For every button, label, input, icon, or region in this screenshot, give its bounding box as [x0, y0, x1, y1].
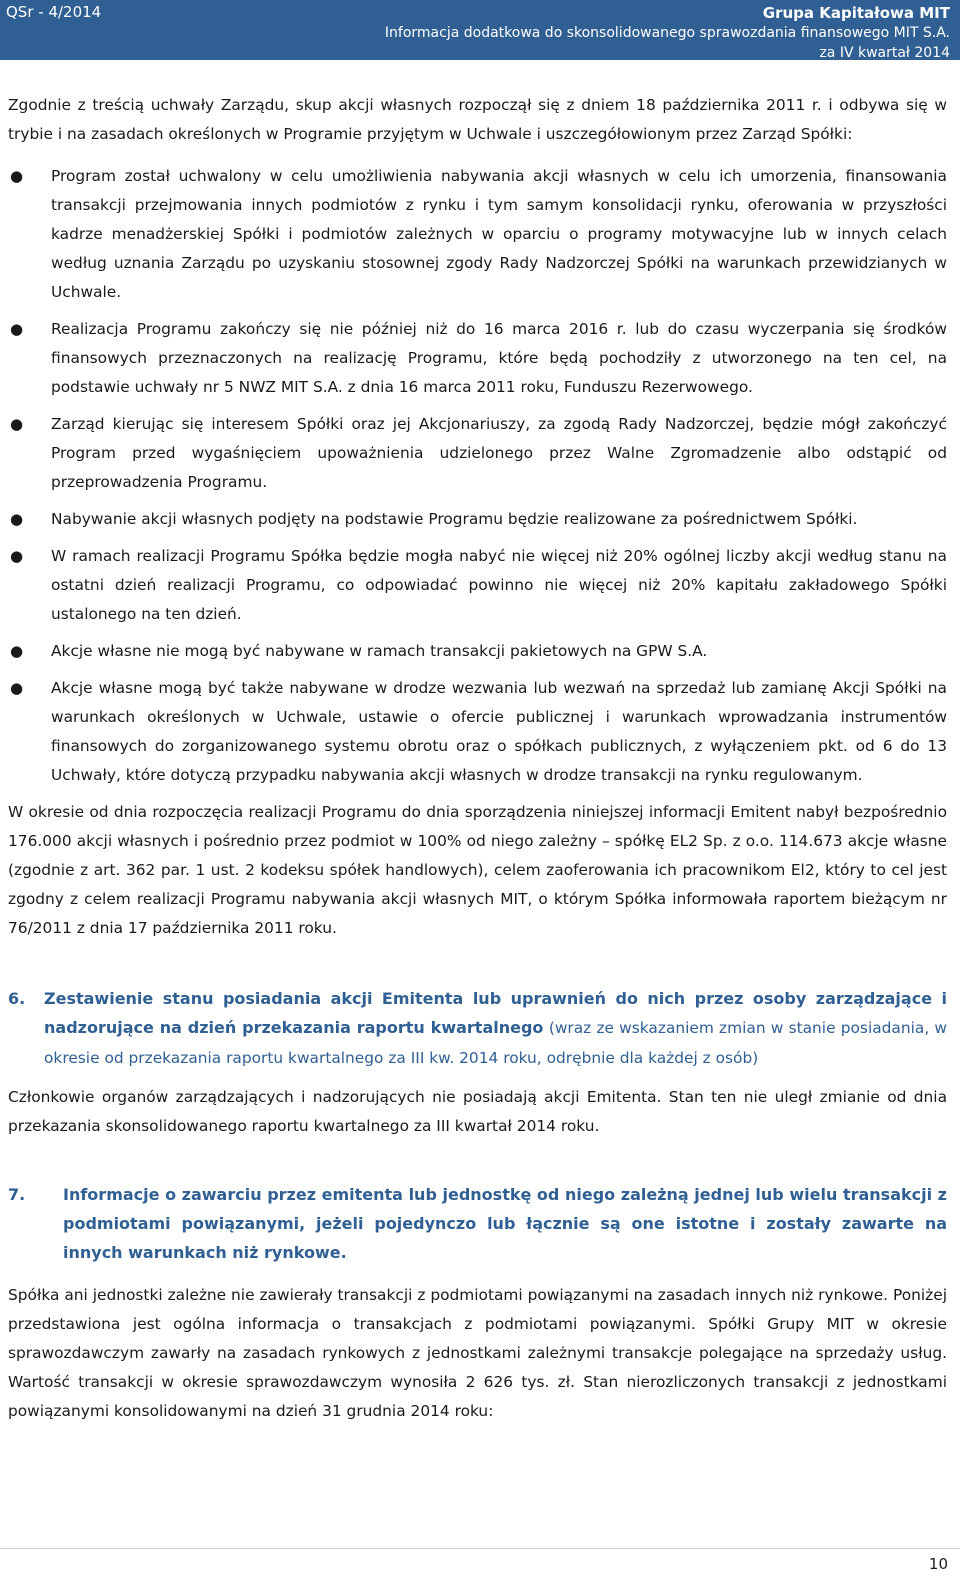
section-title: Informacje o zawarciu przez emitenta lub jednostkę od niego zależną jednej lub wielu transakcji z podmiotami powiązanymi, jeżeli pojedynczo lub łącznie są one istotne i zostały zawarte na innych warunkach niż rynkowe. — [63, 1185, 947, 1262]
page-header — [0, 0, 960, 60]
bullet-icon: ● — [10, 415, 24, 433]
list-item: ● Realizacja Programu zakończy się nie później niż do 16 marca 2016 r. lub do czasu wyczerpania się środków finansowych przeznaczonych na realizację Programu, które będą pochodziły z utworzonego na ten cel, na podstawie uchwały nr 5 NWZ MIT S.A. z dnia 16 marca 2011 roku, Funduszu Rezerwowego. — [8, 315, 947, 402]
page-number: 10 — [928, 1555, 948, 1573]
period-paragraph: W okresie od dnia rozpoczęcia realizacji Programu do dnia sporządzenia niniejszej informacji Emitent nabył bezpośrednio 176.000 akcji własnych i pośrednio przez podmiot w 100% od niego zależny – spółkę EL2 Sp. z o.o. 114.673 akcje własne (zgodnie z art. 362 par. 1 ust. 2 kodeksu spółek handlowych), celem zaoferowania ich pracownikom El2, który to cel jest zgodny z celem realizacji Programu nabywania akcji własnych MIT, o którym Spółka informowała raportem bieżącym nr 76/2011 z dnia 17 października 2011 roku. — [8, 803, 947, 937]
section-number: 7. — [8, 1185, 26, 1204]
list-item: ● Program został uchwalony w celu umożliwienia nabywania akcji własnych w celu ich umorzenia, finansowania transakcji przejmowania innych podmiotów z rynku i tym samym konsolidacji rynku, oferowania w przyszłości kadrze menadżerskiej Spółki i podmiotów zależnych w oparciu o programy motywacyjne lub w innych celach według uznania Zarządu po uzyskaniu stosownej zgody Rady Nadzorczej Spółki na warunkach przewidzianych w Uchwale. — [8, 162, 947, 307]
bullet-icon: ● — [10, 320, 24, 338]
section-7-body: Spółka ani jednostki zależne nie zawierały transakcji z podmiotami powiązanymi na zasadach innych niż rynkowe. Poniżej przedstawiona jest ogólna informacja o transakcjach z podmiotami powiązanymi. Spółki Grupy MIT w okresie sprawozdawczym zawarły na zasadach rynkowych z jednostkami zależnymi transakcje polegające na sprzedaży usług. Wartość transakcji w okresie sprawozdawczym wynosiła 2 626 tys. zł. Stan nierozliczonych transakcji z jednostkami powiązanymi konsolidowanymi na dzień 31 grudnia 2014 roku: — [8, 1286, 947, 1420]
list-item: ● Zarząd kierując się interesem Spółki oraz jej Akcjonariuszy, za zgodą Rady Nadzorczej, będzie mógł zakończyć Program przed wygaśnięciem upoważnienia udzielonego przez Walne Zgromadzenie albo odstąpić od przeprowadzenia Programu. — [8, 410, 947, 497]
list-item: ● W ramach realizacji Programu Spółka będzie mogła nabyć nie więcej niż 20% ogólnej liczby akcji według stanu na ostatni dzień realizacji Programu, co odpowiadać powinno nie więcej niż 20% kapitału zakładowego Spółki ustalonego na ten dzień. — [8, 542, 947, 629]
bullet-icon: ● — [10, 510, 24, 528]
report-period: za IV kwartał 2014 — [819, 45, 950, 61]
document-body — [8, 91, 947, 1426]
footer-divider — [0, 1548, 960, 1549]
bullet-icon: ● — [10, 547, 24, 565]
section-6-heading — [8, 984, 947, 1073]
header-right — [385, 3, 950, 63]
section-number: 6. — [8, 989, 26, 1008]
report-code: QSr - 4/2014 — [6, 3, 102, 21]
bullet-icon: ● — [10, 167, 24, 185]
list-item: ● Akcje własne nie mogą być nabywane w ramach transakcji pakietowych na GPW S.A. — [8, 637, 947, 666]
company-name: Grupa Kapitałowa MIT — [762, 4, 950, 22]
bullet-icon: ● — [10, 679, 24, 697]
section-6-body: Członkowie organów zarządzających i nadzorujących nie posiadają akcji Emitenta. Stan ten nie uległ zmianie od dnia przekazania skonsolidowanego raportu kwartalnego za III kwartał 2014 roku. — [8, 1088, 947, 1135]
bullet-icon: ● — [10, 642, 24, 660]
program-bullet-list — [8, 162, 947, 790]
section-title: Zestawienie stanu posiadania akcji Emitenta lub uprawnień do nich przez osoby zarządzające i nadzorujące na dzień przekazania raportu kwartalnego (wraz ze wskazaniem zmian w stanie posiadania, w okresie od przekazania raportu kwartalnego za III kw. 2014 roku, odrębnie dla każdej z osób) — [44, 989, 948, 1067]
document-title: Informacja dodatkowa do skonsolidowanego sprawozdania finansowego MIT S.A. — [384, 25, 950, 41]
section-7-heading — [8, 1180, 947, 1267]
intro-paragraph: Zgodnie z treścią uchwały Zarządu, skup akcji własnych rozpoczął się z dniem 18 października 2011 r. i odbywa się w trybie i na zasadach określonych w Programie przyjętym w Uchwale i uszczegółowionym przez Zarząd Spółki: — [8, 96, 947, 143]
list-item: ● Nabywanie akcji własnych podjęty na podstawie Programu będzie realizowane za pośrednictwem Spółki. — [8, 505, 947, 534]
list-item: ● Akcje własne mogą być także nabywane w drodze wezwania lub wezwań na sprzedaż lub zamianę Akcji Spółki na warunkach określonych w Uchwale, ustawie o ofercie publicznej i warunkach wprowadzania instrumentów finansowych do zorganizowanego systemu obrotu oraz o spółkach publicznych, z wyłączeniem pkt. od 6 do 13 Uchwały, które dotyczą przypadku nabywania akcji własnych w drodze transakcji na rynku regulowanym. — [8, 674, 947, 790]
